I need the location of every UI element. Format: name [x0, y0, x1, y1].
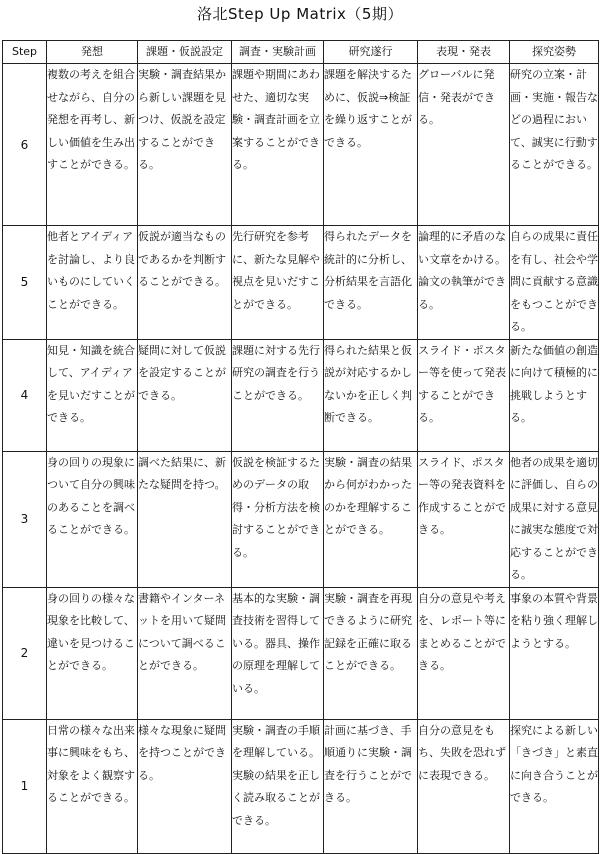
table-cell: 複数の考えを組合せながら、自分の発想を再考し、新しい価値を生み出すことができる。 — [47, 64, 138, 226]
table-cell: 得られたデータを統計的に分析し、分析結果を言語化できる。 — [324, 226, 418, 340]
table-cell: 論理的に矛盾のない文章をかける。論文の執筆ができる。 — [418, 226, 510, 340]
table-cell: 実験・調査の手順を理解している。実験の結果を正しく読み取ることができる。 — [232, 719, 324, 853]
step-number: 6 — [3, 64, 47, 226]
table-cell: スライド・ポスター等を使って発表することができる。 — [418, 339, 510, 451]
header-presentation: 表現・発表 — [418, 41, 510, 64]
header-step: Step — [3, 41, 47, 64]
table-cell: 自らの成果に責任を有し、社会や学問に貢献する意識をもつことができる。 — [510, 226, 599, 340]
table-cell: 新たな価値の創造に向けて積極的に挑戦しようとする。 — [510, 339, 599, 451]
step-number: 3 — [3, 451, 47, 587]
table-cell: 他者の成果を適切に評価し、自らの成果に対する意見に誠実な態度で対応することができる。 — [510, 451, 599, 587]
table-cell: 得られた結果と仮説が対応するかしないかを正しく判断できる。 — [324, 339, 418, 451]
table-cell: 身の回りの現象について自分の興味のあることを調べることができる。 — [47, 451, 138, 587]
table-cell: 疑問に対して仮説を設定することができる。 — [138, 339, 232, 451]
table-cell: 先行研究を参考に、新たな見解や視点を見いだすことができる。 — [232, 226, 324, 340]
table-cell: 基本的な実験・調査技術を習得している。器具、操作の原理を理解している。 — [232, 587, 324, 719]
page-title: 洛北Step Up Matrix（5期） — [197, 5, 403, 23]
table-cell: 様々な現象に疑問を持つことができる。 — [138, 719, 232, 853]
table-cell: 課題を解決するために、仮説⇒検証を繰り返すことができる。 — [324, 64, 418, 226]
step-number: 4 — [3, 339, 47, 451]
table-cell: 実験・調査の結果から何がわかったのかを理解することができる。 — [324, 451, 418, 587]
table-cell: 知見・知識を統合して、アイディアを見いだすことができる。 — [47, 339, 138, 451]
table-cell: 身の回りの様々な現象を比較して、違いを見つけることができる。 — [47, 587, 138, 719]
table-cell: 日常の様々な出来事に興味をもち、対象をよく観察することができる。 — [47, 719, 138, 853]
table-row — [3, 226, 599, 340]
header-problem-hypothesis: 課題・仮説設定 — [138, 41, 232, 64]
table-cell: 実験・調査を再現できるように研究記録を正確に取ることができる。 — [324, 587, 418, 719]
table-cell: 仮説が適当なものであるかを判断することができる。 — [138, 226, 232, 340]
table-cell: スライド、ポスター等の発表資料を作成することができる。 — [418, 451, 510, 587]
table-cell: グローバルに発信・発表ができる。 — [418, 64, 510, 226]
table-cell: 他者とアイディアを討論し、より良いものにしていくことができる。 — [47, 226, 138, 340]
table-cell: 仮説を検証するためのデータの取得・分析方法を検討することができる。 — [232, 451, 324, 587]
step-number: 5 — [3, 226, 47, 340]
table-cell: 調べた結果に、新たな疑問を持つ。 — [138, 451, 232, 587]
header-research-plan: 調査・実験計画 — [232, 41, 324, 64]
table-cell: 事象の本質や背景を粘り強く理解しようとする。 — [510, 587, 599, 719]
table-cell: 自分の意見や考えを、レポート等にまとめることができる。 — [418, 587, 510, 719]
table-row — [3, 339, 599, 451]
header-research-execution: 研究遂行 — [324, 41, 418, 64]
table-row — [3, 719, 599, 853]
table-cell: 自分の意見をもち、失敗を恐れずに表現できる。 — [418, 719, 510, 853]
table-cell: 実験・調査結果から新しい課題を見つけ、仮説を設定することができる。 — [138, 64, 232, 226]
table-cell: 書籍やインターネットを用いて疑問について調べることができる。 — [138, 587, 232, 719]
table-cell: 探究による新しい「きづき」と素直に向き合うことができる。 — [510, 719, 599, 853]
header-inquiry-attitude: 探究姿勢 — [510, 41, 599, 64]
table-cell: 課題に対する先行研究の調査を行うことができる。 — [232, 339, 324, 451]
step-number: 1 — [3, 719, 47, 853]
table-row — [3, 587, 599, 719]
table-row — [3, 451, 599, 587]
table-cell: 課題や期間にあわせた、適切な実験・調査計画を立案することができる。 — [232, 64, 324, 226]
step-up-matrix-table — [2, 40, 599, 854]
step-number: 2 — [3, 587, 47, 719]
header-idea: 発想 — [47, 41, 138, 64]
table-cell: 計画に基づき、手順通りに実験・調査を行うことができる。 — [324, 719, 418, 853]
table-row — [3, 64, 599, 226]
header-row — [3, 41, 599, 64]
table-cell: 研究の立案・計画・実施・報告などの過程において、誠実に行動することができる。 — [510, 64, 599, 226]
